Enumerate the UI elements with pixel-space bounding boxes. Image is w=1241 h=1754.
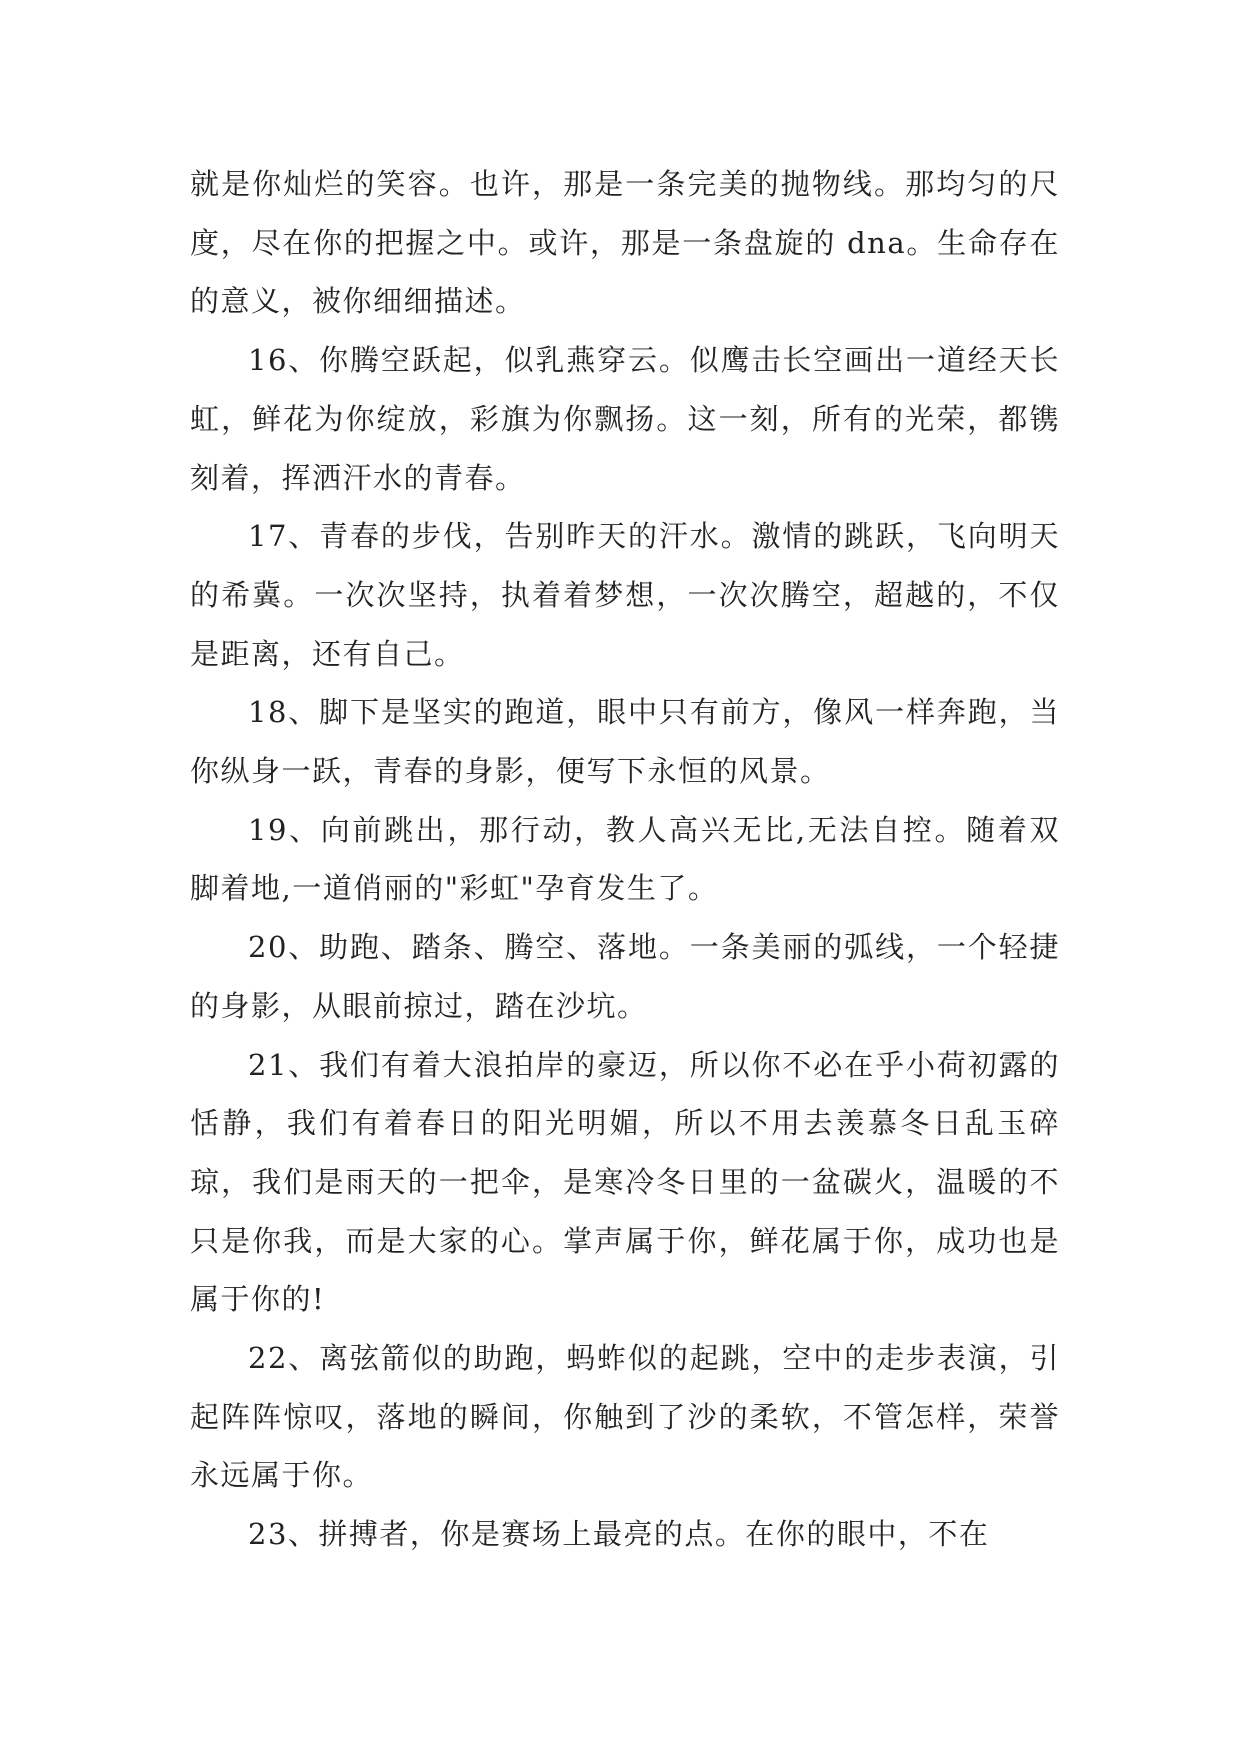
paragraph-18: 18、脚下是坚实的跑道，眼中只有前方，像风一样奔跑，当你纵身一跃，青春的身影，便写下永恒的风景。 bbox=[190, 695, 1060, 789]
paragraph-17: 17、青春的步伐，告别昨天的汗水。激情的跳跃，飞向明天的希冀。一次次坚持，执着着梦想，一次次腾空，超越的，不仅是距离，还有自己。 bbox=[190, 519, 1060, 671]
paragraph-continuation: 就是你灿烂的笑容。也许，那是一条完美的抛物线。那均匀的尺度，尽在你的把握之中。或许，那是一条盘旋的 dna。生命存在的意义，被你细细描述。 bbox=[190, 167, 1060, 319]
paragraph-16: 16、你腾空跃起，似乳燕穿云。似鹰击长空画出一道经天长虹，鲜花为你绽放，彩旗为你飘扬。这一刻，所有的光荣，都镌刻着，挥洒汗水的青春。 bbox=[190, 343, 1060, 495]
document-body bbox=[190, 155, 1060, 1564]
paragraph-23: 23、拼搏者，你是赛场上最亮的点。在你的眼中，不在 bbox=[248, 1517, 990, 1552]
paragraph-20: 20、助跑、踏条、腾空、落地。一条美丽的弧线，一个轻捷的身影，从眼前掠过，踏在沙坑。 bbox=[190, 930, 1060, 1023]
paragraph-19: 19、向前跳出，那行动，教人高兴无比,无法自控。随着双脚着地,一道俏丽的"彩虹"孕育发生了。 bbox=[190, 812, 1060, 906]
paragraph-21: 21、我们有着大浪拍岸的豪迈，所以你不必在乎小荷初露的恬静，我们有着春日的阳光明媚，所以不用去羡慕冬日乱玉碎琼，我们是雨天的一把伞，是寒冷冬日里的一盆碳火，温暖的不只是你我，而是大家的心。掌声属于你，鲜花属于你，成功也是属于你的! bbox=[190, 1047, 1060, 1317]
paragraph-22: 22、离弦箭似的助跑，蚂蚱似的起跳，空中的走步表演，引起阵阵惊叹，落地的瞬间，你触到了沙的柔软，不管怎样，荣誉永远属于你。 bbox=[190, 1341, 1060, 1493]
